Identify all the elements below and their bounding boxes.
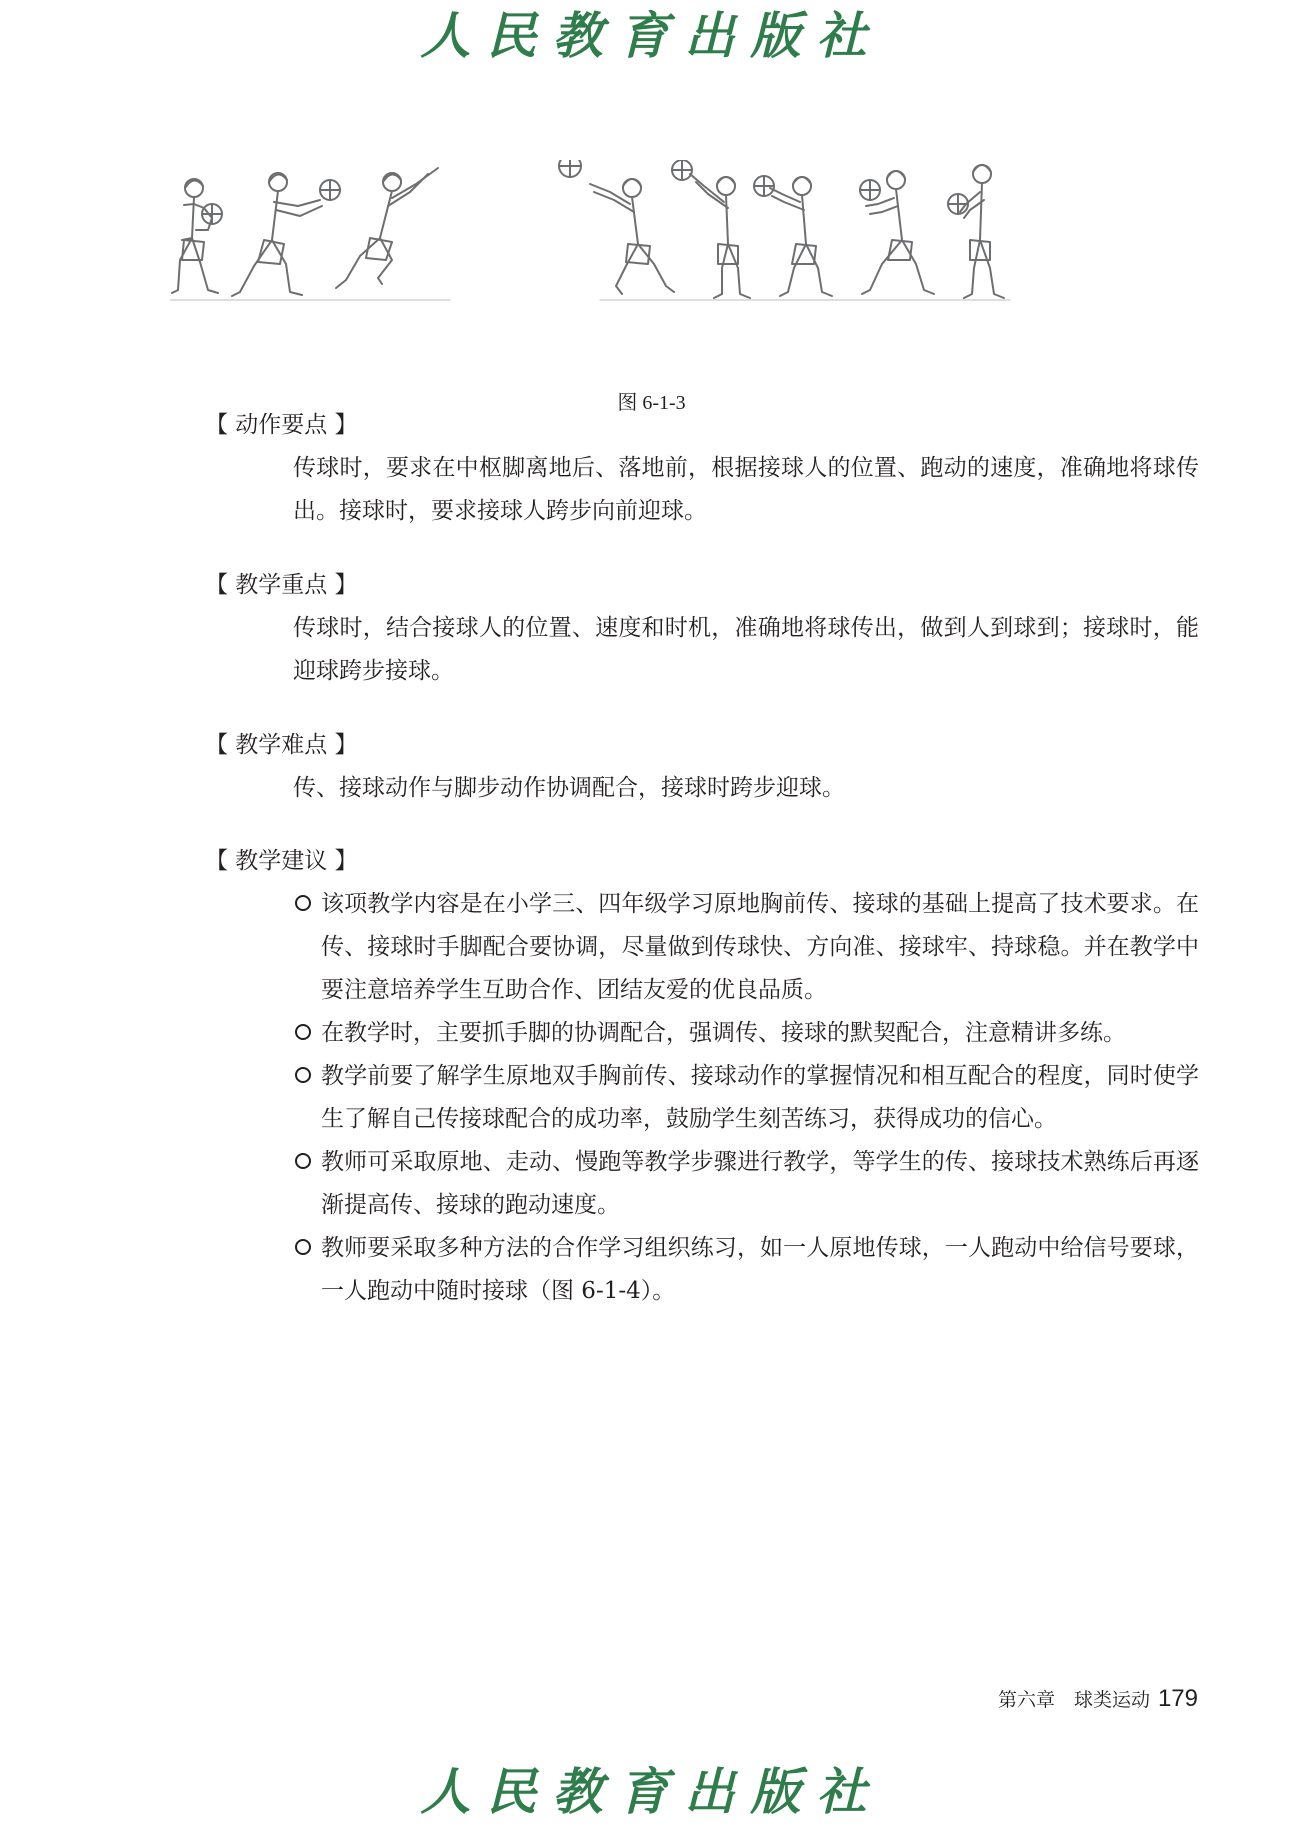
section-heading: 【 动作要点 】 bbox=[205, 412, 358, 438]
list-item-text: 教师可采取原地、走动、慢跑等教学步骤进行教学，等学生的传、接球技术熟练后再逐渐提高传、接球的跑动速度。 bbox=[321, 1149, 1199, 1218]
list-item bbox=[293, 883, 1199, 1012]
list-item-text: 教学前要了解学生原地双手胸前传、接球动作的掌握情况和相互配合的程度，同时使学生了解自己传接球配合的成功率，鼓励学生刻苦练习，获得成功的信心。 bbox=[321, 1063, 1199, 1132]
basketball-in-flight bbox=[559, 160, 581, 177]
list-item bbox=[293, 1227, 1199, 1313]
section-heading: 【 教学建议 】 bbox=[205, 848, 358, 874]
list-item bbox=[293, 1141, 1199, 1227]
list-item-text: 该项教学内容是在小学三、四年级学习原地胸前传、接球的基础上提高了技术要求。在传、接球时手脚配合要协调，尽量做到传球快、方向准、接球牢、持球稳。并在教学中要注意培养学生互助合作、团结友爱的优良品质。 bbox=[321, 891, 1199, 1003]
page-number: 179 bbox=[1157, 1685, 1198, 1712]
basketball-pass-figure bbox=[170, 160, 1210, 380]
circle-bullet-icon bbox=[295, 1067, 311, 1083]
circle-bullet-icon bbox=[295, 1024, 311, 1040]
figure-caption: 图 6-1-3 bbox=[617, 392, 686, 414]
player-figure-1 bbox=[172, 179, 218, 293]
player-figure-5 bbox=[690, 174, 750, 298]
circle-bullet-icon bbox=[295, 1239, 311, 1255]
section-body: 传、接球动作与脚步动作协调配合，接球时跨步迎球。 bbox=[293, 775, 845, 801]
circle-bullet-icon bbox=[295, 1153, 311, 1169]
list-item bbox=[293, 1012, 1199, 1055]
list-item-text: 在教学时，主要抓手脚的协调配合，强调传、接球的默契配合，注意精讲多练。 bbox=[321, 1020, 1126, 1046]
page-footer bbox=[998, 1683, 1198, 1716]
suggestion-list bbox=[293, 883, 1199, 1313]
chapter-title: 第六章 球类运动 bbox=[997, 1689, 1150, 1711]
basketball-8 bbox=[948, 194, 968, 214]
basketball-5 bbox=[672, 160, 692, 180]
basketball-7 bbox=[860, 180, 880, 200]
player-figure-6 bbox=[770, 177, 832, 296]
player-figure-4 bbox=[590, 179, 674, 294]
section-body: 传球时，结合接球人的位置、速度和时机，准确地将球传出，做到人到球到；接球时，能迎球跨步接球。 bbox=[293, 615, 1199, 684]
player-figure-2 bbox=[232, 173, 322, 296]
section-heading: 【 教学重点 】 bbox=[205, 572, 358, 598]
basketball-1 bbox=[202, 204, 222, 224]
basketball-6 bbox=[754, 176, 774, 196]
circle-bullet-icon bbox=[295, 895, 311, 911]
publisher-logo-top: 人民教育出版社 bbox=[420, 6, 883, 65]
section-teaching-focus bbox=[205, 567, 1205, 693]
publisher-logo-bottom: 人民教育出版社 bbox=[420, 1762, 883, 1821]
section-action-points bbox=[205, 407, 1205, 533]
section-body: 传球时，要求在中枢脚离地后、落地前，根据接球人的位置、跑动的速度，准确地将球传出。接球时，要求接球人跨步向前迎球。 bbox=[293, 455, 1199, 524]
player-figure-3 bbox=[336, 168, 438, 288]
list-item-text: 教师要采取多种方法的合作学习组织练习，如一人原地传球，一人跑动中给信号要球，一人跑动中随时接球（图 6-1-4）。 bbox=[321, 1235, 1199, 1304]
list-item bbox=[293, 1055, 1199, 1141]
section-heading: 【 教学难点 】 bbox=[205, 732, 358, 758]
section-teaching-difficulty bbox=[205, 727, 1205, 810]
section-teaching-suggestions bbox=[205, 843, 1205, 1313]
basketball-2 bbox=[320, 180, 340, 200]
player-figure-8 bbox=[960, 165, 1004, 298]
